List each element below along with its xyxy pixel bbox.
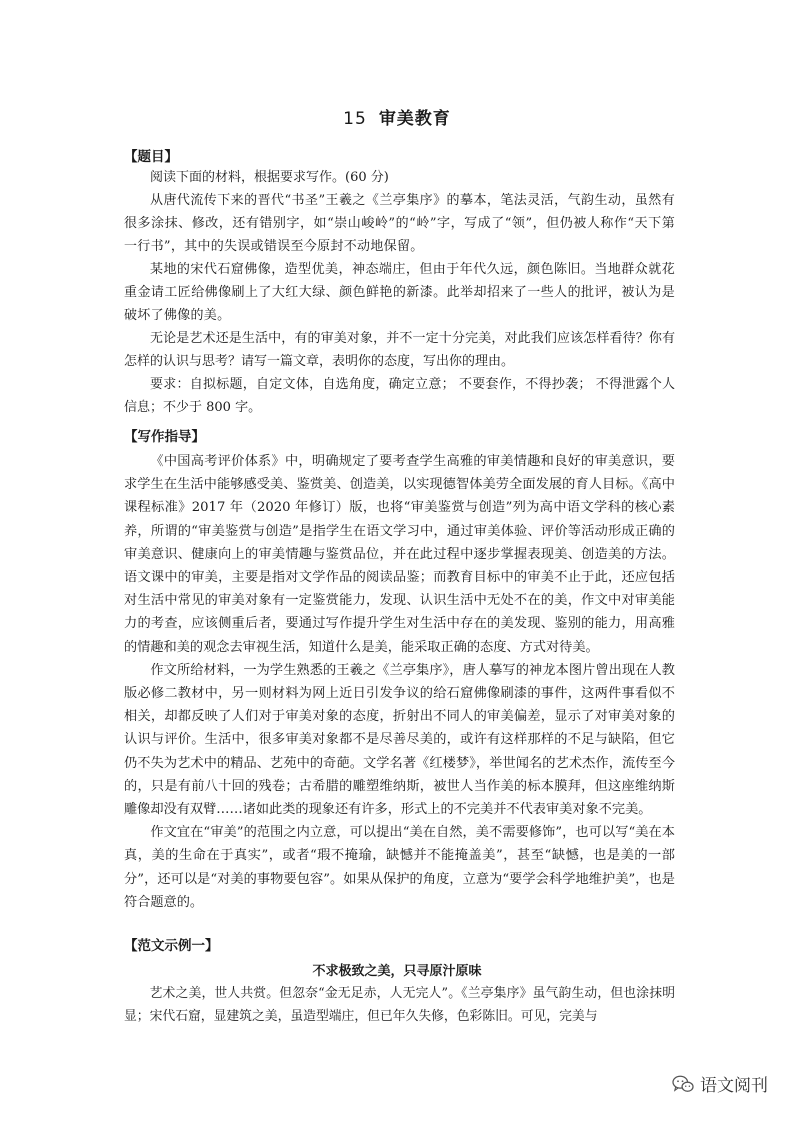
topic-paragraph: 无论是艺术还是生活中，有的审美对象，并不一定十分完美，对此我们应该怎样看待？你有怎样的认识与思考？请写一篇文章，表明你的态度，写出你的理由。 <box>124 331 675 369</box>
wechat-icon <box>672 1074 694 1094</box>
section-heading-sample1: 【范文示例一】 <box>124 938 219 954</box>
guide-block <box>124 450 675 914</box>
topic-paragraph: 要求：自拟标题，自定文体，自选角度，确定立意； 不要套作，不得抄袭； 不得泄露个人信息；不少于 800 字。 <box>124 377 675 415</box>
topic-paragraph: 阅读下面的材料，根据要求写作。(60 分) <box>150 170 389 185</box>
guide-paragraph: 作文宜在“审美”的范围之内立意，可以提出“美在自然，美不需要修饰”，也可以写“美在本真，美的生命在于真实”，或者“瑕不掩瑜，缺憾并不能掩盖美”，甚至“缺憾，也是美的一部分”，还可以是“对美的事物要包容”。如果从保护的角度，立意为“要学会科学地维护美”，也是符合题意的。 <box>124 825 675 910</box>
section-heading-guide: 【写作指导】 <box>124 429 205 445</box>
topic-paragraph: 某地的宋代石窟佛像，造型优美，神态端庄，但由于年代久远，颜色陈旧。当地群众就花重金请工匠给佛像刷上了大红大绿、颜色鲜艳的新漆。此举却招来了一些人的批评，被认为是破坏了佛像的美。 <box>124 262 675 323</box>
page-title <box>0 104 794 129</box>
topic-block <box>124 166 675 419</box>
sample-essay-title: 不求极致之美，只寻原汁原味 <box>312 964 482 979</box>
guide-paragraph: 《中国高考评价体系》中，明确规定了要考查学生高雅的审美情趣和良好的审美意识，要求学生在生活中能够感受美、鉴赏美、创造美，以实现德智体美劳全面发展的育人目标。《高中课程标准》2017 年（2020 年修订）版，也将“审美鉴赏与创造”列为高中语文学科的核心素养，所谓的“审美鉴赏与创造”是指学生在语文学习中，通过审美体验、评价等活动形成正确的审美意识、健康向上的审美情趣与鉴赏品位，并在此过程中逐步掌握表现美、创造美的方法。语文课中的审美，主要是指对文学作品的阅读品鉴；而教育目标中的审美不止于此，还应包括对生活中常见的审美对象有一定鉴赏能力，发现、认识生活中无处不在的美，作文中对审美能力的考查，应该侧重后者，要通过写作提升学生对生活中存在的美发现、鉴别的能力，用高雅的情趣和美的观念去审视生活，知道什么是美，能采取正确的态度、方式对待美。 <box>124 454 675 655</box>
lesson-number: 15 <box>343 109 367 129</box>
watermark-brand: 语文阅刊 <box>700 1076 768 1096</box>
watermark <box>672 1071 768 1096</box>
lesson-title: 审美教育 <box>378 109 451 129</box>
sample-paragraph: 艺术之美，世人共赏。但忽奈“金无足赤，人无完人”。《兰亭集序》虽气韵生动，但也涂抹明显；宋代石窟，显建筑之美，虽造型端庄，但已年久失修，色彩陈旧。可见，完美与 <box>124 986 675 1024</box>
guide-paragraph: 作文所给材料，一为学生熟悉的王羲之《兰亭集序》，唐人摹写的神龙本图片曾出现在人教版必修二教材中，另一则材料为网上近日引发争议的给石窟佛像刷漆的事件，这两件事看似不相关，却都反映了人们对于审美对象的态度，折射出不同人的审美偏差，显示了对审美对象的认识与评价。生活中，很多审美对象都不是尽善尽美的，或许有这样那样的不足与缺陷，但它仍不失为艺术中的精品、艺苑中的奇葩。文学名著《红楼梦》，举世闻名的艺术杰作，流传至今的，只是有前八十回的残卷；古希腊的雕塑维纳斯，被世人当作美的标本膜拜，但这座维纳斯雕像却没有双臂……诸如此类的现象还有许多，形式上的不完美并不代表审美对象不完美。 <box>124 662 675 818</box>
topic-paragraph: 从唐代流传下来的晋代“书圣”王羲之《兰亭集序》的摹本，笔法灵活，气韵生动，虽然有很多涂抹、修改，还有错别字，如“崇山峻岭”的“岭”字，写成了“领”，但仍被人称作“天下第一行书”，其中的失误或错误至今原封不动地保留。 <box>124 193 675 254</box>
section-heading-topic: 【题目】 <box>124 149 178 165</box>
sample-essay-body <box>124 982 675 1028</box>
